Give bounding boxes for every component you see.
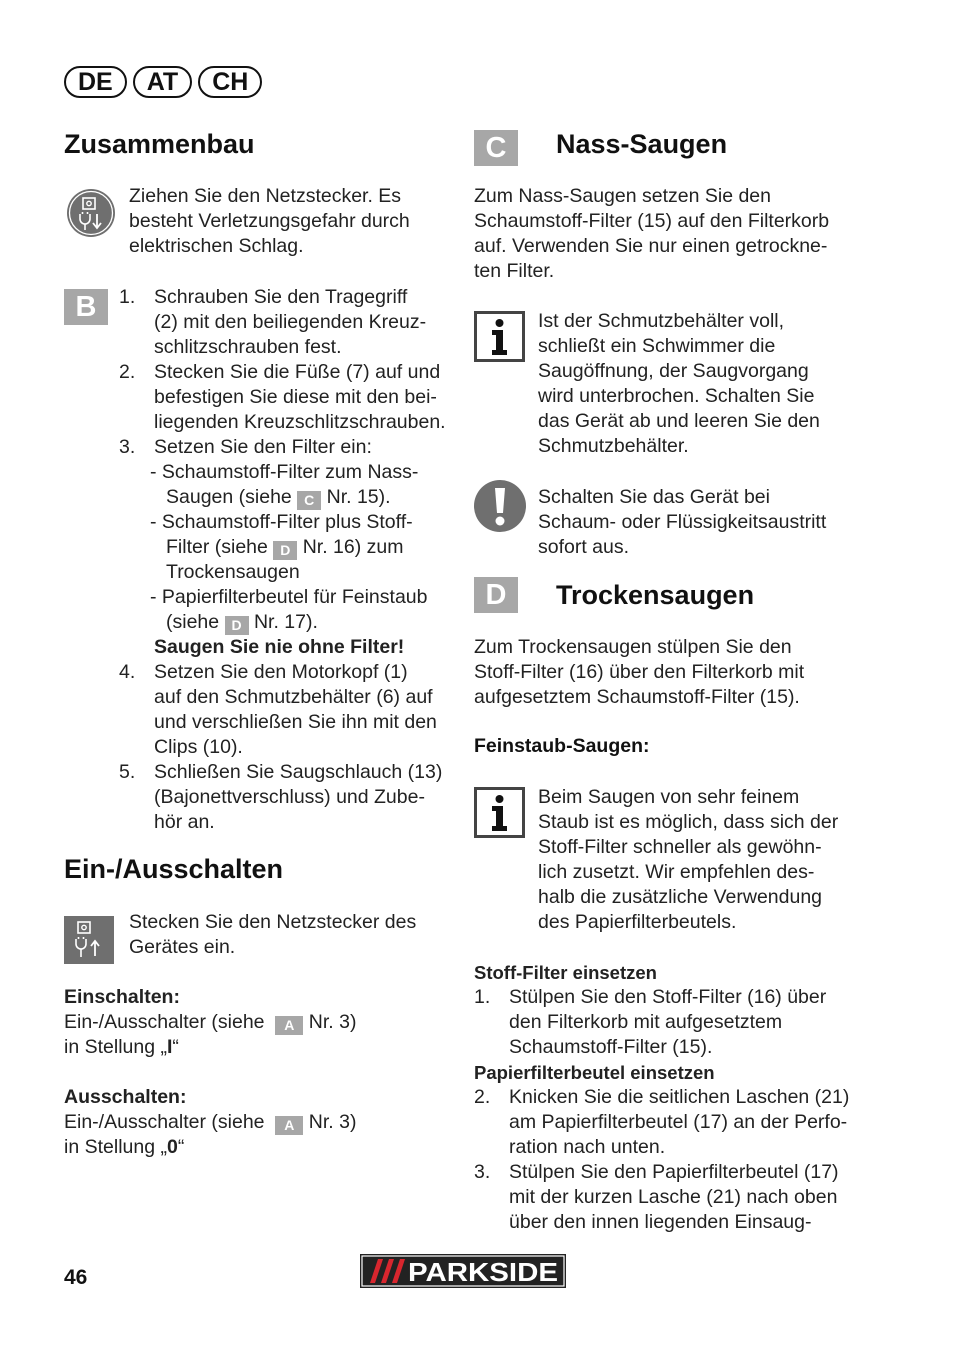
lang-badge-at: AT xyxy=(133,66,192,98)
filter-insert-steps xyxy=(474,960,874,1235)
wet-intro-text xyxy=(474,184,894,284)
text-line: schließt ein Schwimmer die xyxy=(538,335,776,357)
figure-ref-b: B xyxy=(64,289,108,325)
figure-ref-c: C xyxy=(297,491,321,510)
text-line: Schrauben Sie den Tragegriff xyxy=(154,286,408,308)
step-number: 1. xyxy=(119,286,136,308)
text-line: am Papierfilterbeutel (17) an der Perfo- xyxy=(509,1111,848,1133)
text-line: lich zusetzt. Wir empfehlen des- xyxy=(538,861,815,883)
plug-in-text xyxy=(129,910,449,960)
list-item xyxy=(474,1160,874,1235)
text-line: Beim Saugen von sehr feinem xyxy=(538,786,800,808)
text-line: ten Filter. xyxy=(474,260,555,282)
warning-unplug-text xyxy=(129,184,439,259)
text-line: Schaumstoff-Filter (15) auf den Filterkorb xyxy=(474,210,830,232)
plug-in-icon xyxy=(64,916,114,964)
text-line: auf den Schmutzbehälter (6) auf xyxy=(154,686,433,708)
text-line: Schalten Sie das Gerät bei xyxy=(538,486,770,508)
text-line: - Schaumstoff-Filter zum Nass- xyxy=(150,461,419,483)
switch-on-block xyxy=(64,985,444,1060)
text-line: Schaumstoff-Filter (15). xyxy=(509,1036,713,1058)
text-line: Ein-/Ausschalter (siehe A Nr. 3) xyxy=(64,1111,357,1133)
fine-dust-info-text xyxy=(538,785,878,935)
text-line: Stecken Sie die Füße (7) auf und xyxy=(154,361,441,383)
text-line: Trockensaugen xyxy=(166,561,300,583)
text-line: über den innen liegenden Einsaug- xyxy=(509,1211,812,1233)
text-line: elektrischen Schlag. xyxy=(129,235,304,257)
dry-intro-text xyxy=(474,635,894,710)
heading-papierfilterbeutel: Papierfilterbeutel einsetzen xyxy=(474,1062,715,1083)
heading-trockensaugen: Trockensaugen xyxy=(556,580,755,610)
list-item xyxy=(64,285,454,360)
list-item xyxy=(474,985,874,1060)
text-line: auf. Verwenden Sie nur einen getrockne- xyxy=(474,235,828,257)
text-line: des Papierfilterbeutels. xyxy=(538,911,737,933)
heading-zusammenbau: Zusammenbau xyxy=(64,129,255,159)
page-number: 46 xyxy=(64,1266,88,1289)
text-line: Ist der Schmutzbehälter voll, xyxy=(538,310,785,332)
text-line: Staub ist es möglich, dass sich der xyxy=(538,811,839,833)
switch-off-label: Ausschalten: xyxy=(64,1086,187,1108)
text-line: ration nach unten. xyxy=(509,1136,666,1158)
text-line: mit der kurzen Lasche (21) nach oben xyxy=(509,1186,838,1208)
text-line: Setzen Sie den Filter ein: xyxy=(154,436,372,458)
text-line: besteht Verletzungsgefahr durch xyxy=(129,210,410,232)
text-line: (siehe D Nr. 17). xyxy=(166,611,318,633)
list-item xyxy=(64,435,454,460)
list-item xyxy=(64,760,454,835)
text-line: (Bajonettverschluss) und Zube- xyxy=(154,786,425,808)
figure-ref-d: D xyxy=(273,541,297,560)
text-line: wird unterbrochen. Schalten Sie xyxy=(538,385,815,407)
text-line: schlitzschrauben fest. xyxy=(154,336,342,358)
filter-options xyxy=(64,460,454,635)
heading-ein-ausschalten: Ein-/Ausschalten xyxy=(64,854,284,884)
text-line: das Gerät ab und leeren Sie den xyxy=(538,410,820,432)
float-info-text xyxy=(538,309,868,459)
assembly-steps xyxy=(64,285,454,835)
step-number: 3. xyxy=(119,436,136,458)
text-line: - Papierfilterbeutel für Feinstaub xyxy=(150,586,428,608)
text-line: (2) mit den beiliegenden Kreuz- xyxy=(154,311,427,333)
text-line: und verschließen Sie ihn mit den xyxy=(154,711,437,733)
text-line: Ein-/Ausschalter (siehe A Nr. 3) xyxy=(64,1011,357,1033)
figure-ref-c-section: C xyxy=(474,130,518,166)
caution-text xyxy=(538,485,868,560)
text-line: den Filterkorb mit aufgesetztem xyxy=(509,1011,783,1033)
text-line: aufgesetztem Schaumstoff-Filter (15). xyxy=(474,686,800,708)
text-line: Knicken Sie die seitlichen Laschen (21) xyxy=(509,1086,850,1108)
figure-ref-a: A xyxy=(275,1016,303,1035)
text-line: Zum Trockensaugen stülpen Sie den xyxy=(474,636,792,658)
text-line: Ziehen Sie den Netzstecker. Es xyxy=(129,185,402,207)
switch-on-label: Einschalten: xyxy=(64,986,180,1008)
language-badges xyxy=(64,66,262,98)
text-line: Zum Nass-Saugen setzen Sie den xyxy=(474,185,771,207)
text-line: Gerätes ein. xyxy=(129,936,236,958)
step-number: 2. xyxy=(474,1086,491,1108)
info-icon xyxy=(474,311,525,362)
parkside-logo xyxy=(360,1254,566,1288)
list-item xyxy=(474,1085,874,1160)
text-line: Stoff-Filter schneller als gewöhn- xyxy=(538,836,822,858)
text-line: Stecken Sie den Netzstecker des xyxy=(129,911,417,933)
figure-ref-d-section: D xyxy=(474,577,518,613)
step-number: 4. xyxy=(119,661,136,683)
text-line: Stoff-Filter (16) über den Filterkorb mit xyxy=(474,661,805,683)
text-line: sofort aus. xyxy=(538,536,630,558)
text-line: Schmutzbehälter. xyxy=(538,435,689,457)
text-line: Saugöffnung, der Saugvorgang xyxy=(538,360,809,382)
text-line: befestigen Sie diese mit den bei- xyxy=(154,386,437,408)
figure-ref-d: D xyxy=(225,616,249,635)
text-line: - Schaumstoff-Filter plus Stoff- xyxy=(150,511,413,533)
heading-nass-saugen: Nass-Saugen xyxy=(556,129,728,159)
text-line: liegenden Kreuzschlitzschrauben. xyxy=(154,411,446,433)
text-line: halb die zusätzliche Verwendung xyxy=(538,886,823,908)
text-line: in Stellung „I“ xyxy=(64,1036,179,1058)
text-line: Saugen (siehe C Nr. 15). xyxy=(166,486,391,508)
text-line: Schaum- oder Flüssigkeitsaustritt xyxy=(538,511,827,533)
list-item xyxy=(64,660,454,760)
step-number: 3. xyxy=(474,1161,491,1183)
lang-badge-de: DE xyxy=(64,66,127,98)
text-line: Schließen Sie Saugschlauch (13) xyxy=(154,761,443,783)
heading-stoff-filter: Stoff-Filter einsetzen xyxy=(474,962,657,983)
heading-feinstaub: Feinstaub-Saugen: xyxy=(474,735,650,757)
svg-text:PARKSIDE: PARKSIDE xyxy=(408,1257,558,1287)
info-icon xyxy=(474,787,525,838)
step-number: 5. xyxy=(119,761,136,783)
exclamation-icon xyxy=(473,479,527,533)
step-number: 1. xyxy=(474,986,491,1008)
text-line: Filter (siehe D Nr. 16) zum xyxy=(166,536,404,558)
lang-badge-ch: CH xyxy=(198,66,262,98)
text-line: in Stellung „0“ xyxy=(64,1136,185,1158)
text-line: Stülpen Sie den Stoff-Filter (16) über xyxy=(509,986,827,1008)
text-line: Setzen Sie den Motorkopf (1) xyxy=(154,661,408,683)
unplug-warning-icon xyxy=(66,187,116,239)
list-item xyxy=(64,360,454,435)
figure-ref-a: A xyxy=(275,1116,303,1135)
text-line: hör an. xyxy=(154,811,215,833)
text-line: Stülpen Sie den Papierfilterbeutel (17) xyxy=(509,1161,839,1183)
switch-off-block xyxy=(64,1085,444,1160)
step-number: 2. xyxy=(119,361,136,383)
text-line: Clips (10). xyxy=(154,736,243,758)
no-filter-warning: Saugen Sie nie ohne Filter! xyxy=(154,636,405,658)
